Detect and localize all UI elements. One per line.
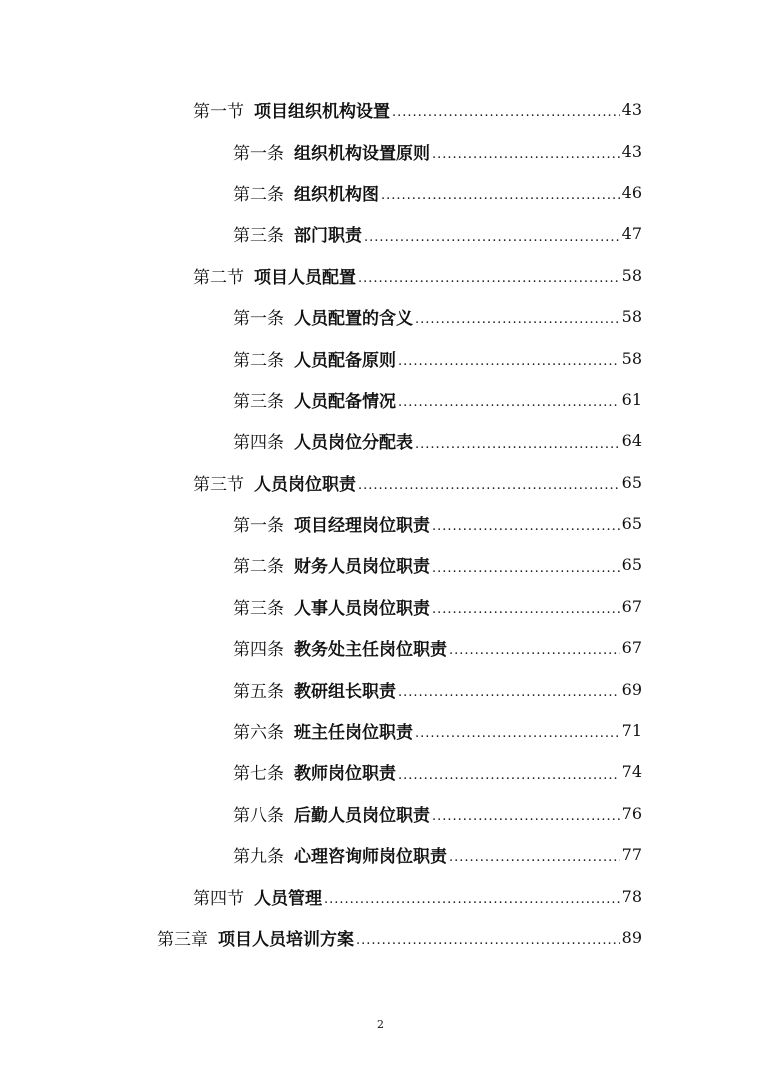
toc-entry-number: 第七条 (233, 764, 284, 785)
toc-entry[interactable] (0, 130, 761, 171)
table-of-contents (0, 89, 761, 958)
toc-entry-page: 65 (621, 555, 642, 575)
toc-entry-title: 部门职责 (294, 226, 362, 247)
toc-entry-number: 第三节 (193, 474, 244, 495)
toc-entry-page: 69 (621, 679, 642, 699)
toc-entry-title: 组织机构设置原则 (294, 143, 430, 164)
toc-leader-dots (432, 562, 620, 586)
toc-entry-number: 第三章 (157, 930, 208, 950)
toc-entry[interactable] (0, 917, 761, 958)
toc-leader-dots (415, 727, 620, 751)
toc-entry-page: 64 (621, 431, 642, 451)
toc-entry-number: 第一条 (233, 309, 284, 330)
toc-entry-title: 组织机构图 (294, 184, 379, 205)
toc-entry[interactable] (0, 213, 761, 254)
toc-entry-page: 61 (621, 389, 642, 409)
toc-leader-dots (398, 769, 620, 793)
toc-leader-dots (449, 851, 620, 875)
toc-entry-number: 第二条 (233, 184, 284, 205)
toc-entry-title: 人员岗位职责 (254, 474, 356, 495)
page-number: 2 (377, 1018, 384, 1031)
toc-entry-title: 教务处主任岗位职责 (294, 640, 447, 661)
toc-leader-dots (398, 686, 620, 710)
toc-entry-title: 班主任岗位职责 (294, 723, 413, 744)
toc-entry-page: 43 (621, 141, 642, 161)
toc-leader-dots (432, 148, 620, 172)
toc-entry[interactable] (0, 296, 761, 337)
toc-entry-page: 58 (621, 265, 642, 285)
toc-entry[interactable] (0, 875, 761, 916)
toc-entry-page: 89 (621, 928, 642, 947)
toc-leader-dots (324, 893, 620, 917)
toc-leader-dots (398, 355, 620, 379)
toc-entry-title: 人员配备情况 (294, 391, 396, 412)
toc-entry-number: 第一节 (193, 102, 244, 123)
toc-entry-title: 项目经理岗位职责 (294, 516, 430, 537)
toc-entry-title: 项目组织机构设置 (254, 102, 390, 123)
toc-entry-number: 第二条 (233, 350, 284, 371)
toc-entry-page: 67 (621, 596, 642, 616)
toc-entry-page: 58 (621, 307, 642, 327)
toc-entry-page: 47 (621, 224, 642, 244)
toc-entry-page: 65 (621, 514, 642, 534)
toc-entry-title: 人员配置的含义 (294, 309, 413, 330)
toc-leader-dots (415, 438, 620, 462)
toc-entry[interactable] (0, 793, 761, 834)
toc-entry[interactable] (0, 503, 761, 544)
toc-entry[interactable] (0, 627, 761, 668)
toc-entry-title: 财务人员岗位职责 (294, 557, 430, 578)
toc-entry-number: 第四节 (193, 888, 244, 909)
toc-leader-dots (358, 479, 620, 503)
toc-entry-number: 第三条 (233, 598, 284, 619)
toc-entry-title: 人员管理 (254, 888, 322, 909)
toc-entry-title: 后勤人员岗位职责 (294, 805, 430, 826)
toc-entry-number: 第三条 (233, 391, 284, 412)
toc-entry-number: 第一条 (233, 516, 284, 537)
toc-entry-title: 人员配备原则 (294, 350, 396, 371)
toc-entry-title: 人员岗位分配表 (294, 433, 413, 454)
toc-entry-number: 第四条 (233, 433, 284, 454)
toc-entry-page: 43 (621, 100, 642, 120)
toc-entry[interactable] (0, 462, 761, 503)
toc-entry[interactable] (0, 751, 761, 792)
toc-entry-page: 71 (621, 721, 642, 741)
toc-leader-dots (358, 272, 620, 296)
toc-leader-dots (415, 313, 620, 337)
toc-entry[interactable] (0, 337, 761, 378)
toc-entry[interactable] (0, 172, 761, 213)
toc-entry-title: 教研组长职责 (294, 681, 396, 702)
toc-entry[interactable] (0, 420, 761, 461)
toc-entry-title: 项目人员配置 (254, 267, 356, 288)
toc-leader-dots (364, 231, 620, 255)
toc-entry-number: 第二条 (233, 557, 284, 578)
toc-entry-page: 76 (621, 803, 642, 823)
toc-leader-dots (432, 520, 620, 544)
toc-entry[interactable] (0, 668, 761, 709)
toc-entry[interactable] (0, 379, 761, 420)
toc-entry-page: 78 (621, 886, 642, 906)
toc-leader-dots (432, 603, 620, 627)
toc-entry-page: 74 (621, 762, 642, 782)
toc-entry[interactable] (0, 544, 761, 585)
toc-leader-dots (392, 106, 620, 130)
toc-entry-number: 第一条 (233, 143, 284, 164)
toc-leader-dots (356, 934, 620, 958)
toc-entry[interactable] (0, 834, 761, 875)
toc-entry-number: 第四条 (233, 640, 284, 661)
toc-entry-title: 心理咨询师岗位职责 (294, 847, 447, 868)
toc-entry-number: 第二节 (193, 267, 244, 288)
toc-entry-page: 58 (621, 348, 642, 368)
toc-entry-title: 人事人员岗位职责 (294, 598, 430, 619)
toc-entry-page: 46 (621, 182, 642, 202)
toc-entry[interactable] (0, 710, 761, 751)
toc-entry-number: 第六条 (233, 723, 284, 744)
toc-leader-dots (432, 810, 620, 834)
toc-entry-number: 第八条 (233, 805, 284, 826)
toc-entry-page: 77 (621, 845, 642, 865)
toc-leader-dots (449, 644, 620, 668)
toc-entry[interactable] (0, 255, 761, 296)
toc-leader-dots (381, 189, 620, 213)
toc-entry-number: 第九条 (233, 847, 284, 868)
toc-entry-page: 67 (621, 638, 642, 658)
toc-entry-number: 第三条 (233, 226, 284, 247)
toc-entry[interactable] (0, 89, 761, 130)
toc-entry-number: 第五条 (233, 681, 284, 702)
toc-entry-title: 项目人员培训方案 (218, 930, 354, 950)
toc-entry-page: 65 (621, 472, 642, 492)
toc-leader-dots (398, 396, 620, 420)
toc-entry-title: 教师岗位职责 (294, 764, 396, 785)
toc-entry[interactable] (0, 586, 761, 627)
